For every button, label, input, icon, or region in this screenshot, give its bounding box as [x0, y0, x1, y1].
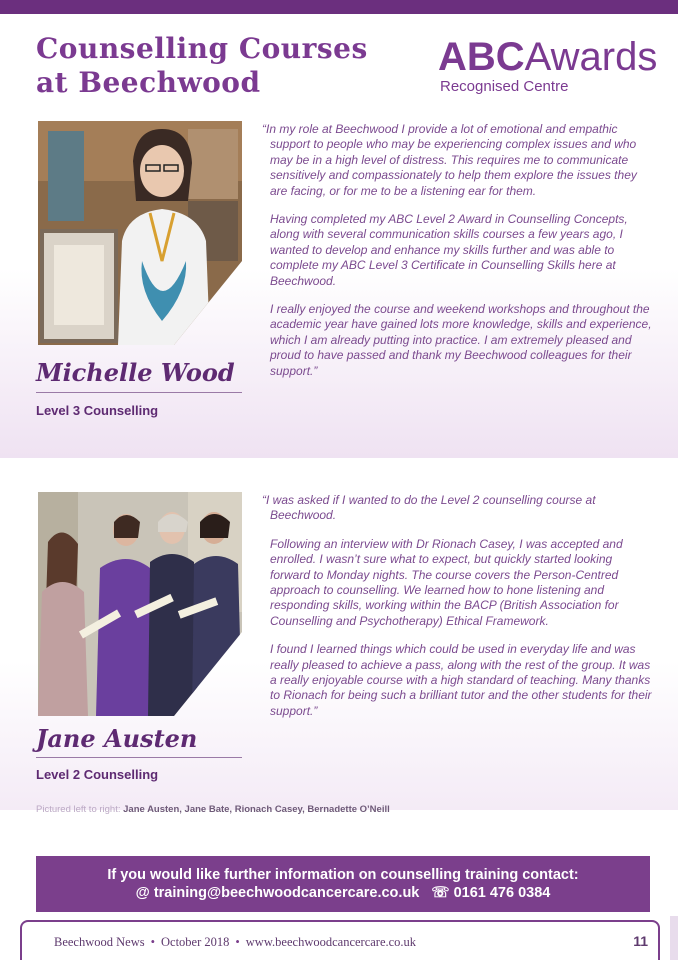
page-footer [20, 920, 660, 960]
abc-awards-logo [438, 34, 668, 98]
name-divider-1 [36, 392, 242, 393]
testimonial-1-name: Michelle Wood [36, 358, 235, 387]
testimonial-1-quote [262, 122, 652, 392]
quote-2-paragraph-1: “I was asked if I wanted to do the Level 2 counselling course at Beechwood. [262, 493, 596, 523]
top-accent-bar [0, 0, 678, 14]
caption-prefix: Pictured left to right: [36, 804, 121, 815]
page-title [36, 32, 368, 100]
quote-1-paragraph-1: “In my role at Beechwood I provide a lot of emotional and empathic support to people who may be experiencing complex issues and who may be in a high level of distress. This requires me to communicate sensitively and compassionately to help them explore the issues they are facing, or for me to be a listening ear for them. [262, 122, 637, 198]
footer-publication: Beechwood News [54, 935, 145, 949]
testimonial-1-course: Level 3 Counselling [36, 403, 159, 418]
contact-phone-link[interactable]: 0161 476 0384 [453, 885, 551, 901]
footer-separator-2: • [235, 935, 240, 949]
footer-website-link[interactable]: www.beechwoodcancercare.co.uk [245, 935, 417, 949]
contact-banner [36, 856, 650, 912]
page-number: 11 [633, 933, 648, 949]
caption-names: Jane Austen, Jane Bate, Rionach Casey, Bernadette O’Neill [123, 804, 390, 815]
page-edge-strip [670, 916, 678, 960]
michelle-portrait-photo [38, 121, 242, 345]
quote-1-paragraph-2: Having completed my ABC Level 2 Award in Counselling Concepts, along with several communication skills courses a few years ago, I wanted to develop and enhance my skills further and was able to complete my ABC Level 3 Certificate in Counselling Skills here at Beechwood. [270, 212, 628, 288]
title-line-2: at Beechwood [36, 66, 261, 99]
contact-details [36, 885, 650, 901]
footer-text [54, 935, 416, 950]
name-divider-2 [36, 757, 242, 758]
quote-2-paragraph-2: Following an interview with Dr Rionach Casey, I was accepted and enrolled. I wasn’t sure what to expect, but quickly started looking forward to Monday nights. The course covers the Person-Centred approach to counselling. We learned how to hone listening and responding skills, working within the BACP (British Association for Counselling and Psychotherapy) Ethical Framework. [270, 536, 623, 628]
group-photo [38, 492, 242, 716]
testimonial-2-course: Level 2 Counselling [36, 767, 159, 782]
contact-prompt: If you would like further information on counselling training contact: [107, 867, 579, 883]
photo-caption [36, 804, 390, 815]
quote-1-paragraph-3: I really enjoyed the course and weekend workshops and throughout the academic year have gained lots more knowledge, skills and experience, which I am already putting into practice. I am extremely pleased and proud to have passed and thank my Beechwood colleagues for their support.” [270, 302, 652, 378]
contact-email-link[interactable]: training@beechwoodcancercare.co.uk [153, 885, 420, 901]
testimonial-2-name: Jane Austen [36, 724, 198, 753]
phone-icon: ☏ [431, 885, 450, 901]
at-sign-icon: @ [135, 885, 150, 901]
testimonial-2-quote [262, 493, 652, 732]
logo-subtitle: Recognised Centre [440, 78, 569, 95]
logo-wordmark: ABCAwards [438, 35, 658, 79]
footer-issue: October 2018 [161, 935, 230, 949]
quote-2-paragraph-3: I found I learned things which could be used in everyday life and was really pleased to achieve a pass, along with the rest of the group. It was a really enjoyable course with a high standard of teaching. Many thanks to Rionach for being such a brilliant tutor and the other students for their support.” [270, 642, 652, 718]
footer-separator-1: • [150, 935, 155, 949]
title-line-1: Counselling Courses [36, 32, 368, 65]
